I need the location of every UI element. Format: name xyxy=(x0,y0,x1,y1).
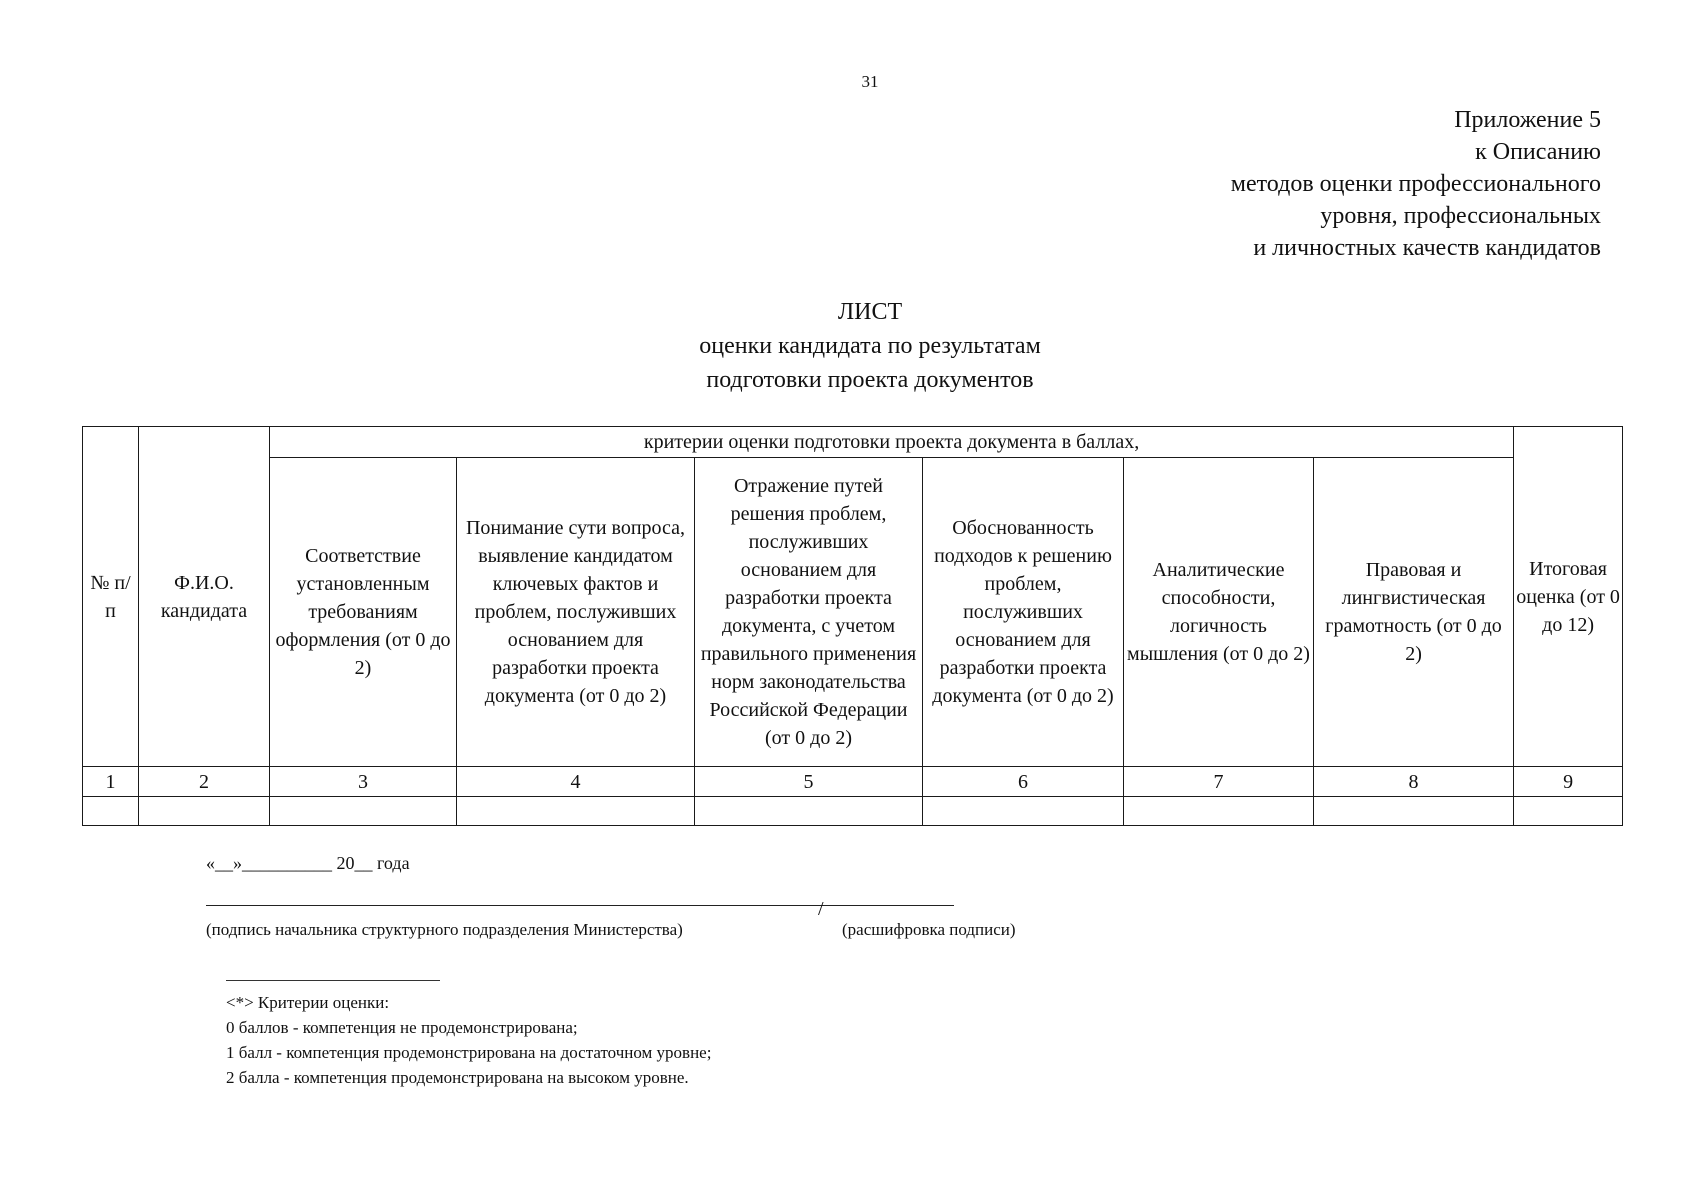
criteria-header-row xyxy=(83,427,1623,458)
empty-cell[interactable] xyxy=(695,797,923,826)
date-line: «__»__________ 20__ года xyxy=(206,853,410,873)
empty-cell[interactable] xyxy=(1514,797,1623,826)
appendix-line: уровня, профессиональных xyxy=(1320,203,1601,229)
header-cell-name: Ф.И.О. кандидата xyxy=(139,427,270,767)
title-line-1: оценки кандидата по результатам xyxy=(699,333,1041,359)
empty-data-row xyxy=(83,797,1623,826)
column-number: 1 xyxy=(83,767,139,797)
empty-cell[interactable] xyxy=(1124,797,1314,826)
column-number: 6 xyxy=(923,767,1124,797)
column-number: 5 xyxy=(695,767,923,797)
footnotes xyxy=(226,990,711,1090)
appendix-line: к Описанию xyxy=(1475,139,1601,165)
title-main: ЛИСТ xyxy=(837,299,903,325)
column-number: 8 xyxy=(1314,767,1514,797)
column-number: 2 xyxy=(139,767,270,797)
page-number: 31 xyxy=(861,72,879,91)
column-number: 7 xyxy=(1124,767,1314,797)
column-number: 3 xyxy=(270,767,457,797)
footnote-line: <*> Критерии оценки: xyxy=(226,993,390,1012)
empty-cell[interactable] xyxy=(1314,797,1514,826)
header-cell-formatting: Соответствие установленным требованиям оформления (от 0 до 2) xyxy=(270,458,457,767)
header-cell-total: Итоговая оценка (от 0 до 12) xyxy=(1514,427,1623,767)
header-cell-solutions: Отражение путей решения проблем, послуживших основанием для разработки проекта документа, с учетом правильного применения норм законодательства Российской Федерации (от 0 до 2) xyxy=(695,458,923,767)
signature-transcript-line xyxy=(830,905,954,906)
criteria-header: критерии оценки подготовки проекта документа в баллах, xyxy=(270,427,1514,458)
evaluation-table xyxy=(82,426,1623,826)
signature-caption: (подпись начальника структурного подразделения Министерства) xyxy=(206,920,683,939)
footnote-line: 2 балла - компетенция продемонстрирована на высоком уровне. xyxy=(226,1068,689,1087)
footnote-line: 1 балл - компетенция продемонстрирована на достаточном уровне; xyxy=(226,1043,712,1062)
signature-slash: / xyxy=(818,898,824,920)
appendix-line: Приложение 5 xyxy=(1454,107,1601,133)
empty-cell[interactable] xyxy=(83,797,139,826)
document-title xyxy=(0,295,1694,397)
appendix-line: и личностных качеств кандидатов xyxy=(1253,235,1601,261)
header-cell-number: № п/п xyxy=(83,427,139,767)
title-line-2: подготовки проекта документов xyxy=(706,367,1034,393)
footnote-divider xyxy=(226,980,440,981)
empty-cell[interactable] xyxy=(139,797,270,826)
column-number-row xyxy=(83,767,1623,797)
signature-transcript-caption: (расшифровка подписи) xyxy=(842,920,1016,939)
header-cell-justification: Обоснованность подходов к решению проблем, послуживших основанием для разработки проекта документа (от 0 до 2) xyxy=(923,458,1124,767)
footnote-line: 0 баллов - компетенция не продемонстрирована; xyxy=(226,1018,578,1037)
header-cell-understanding: Понимание сути вопроса, выявление кандидатом ключевых фактов и проблем, послуживших основанием для разработки проекта документа (от 0 до 2) xyxy=(457,458,695,767)
column-number: 4 xyxy=(457,767,695,797)
column-number: 9 xyxy=(1514,767,1623,797)
appendix-line: методов оценки профессионального xyxy=(1230,171,1601,197)
column-header-row xyxy=(83,458,1623,767)
appendix-note xyxy=(1231,104,1601,264)
empty-cell[interactable] xyxy=(457,797,695,826)
header-cell-literacy: Правовая и лингвистическая грамотность (от 0 до 2) xyxy=(1314,458,1514,767)
header-cell-analytics: Аналитические способности, логичность мышления (от 0 до 2) xyxy=(1124,458,1314,767)
empty-cell[interactable] xyxy=(923,797,1124,826)
empty-cell[interactable] xyxy=(270,797,457,826)
